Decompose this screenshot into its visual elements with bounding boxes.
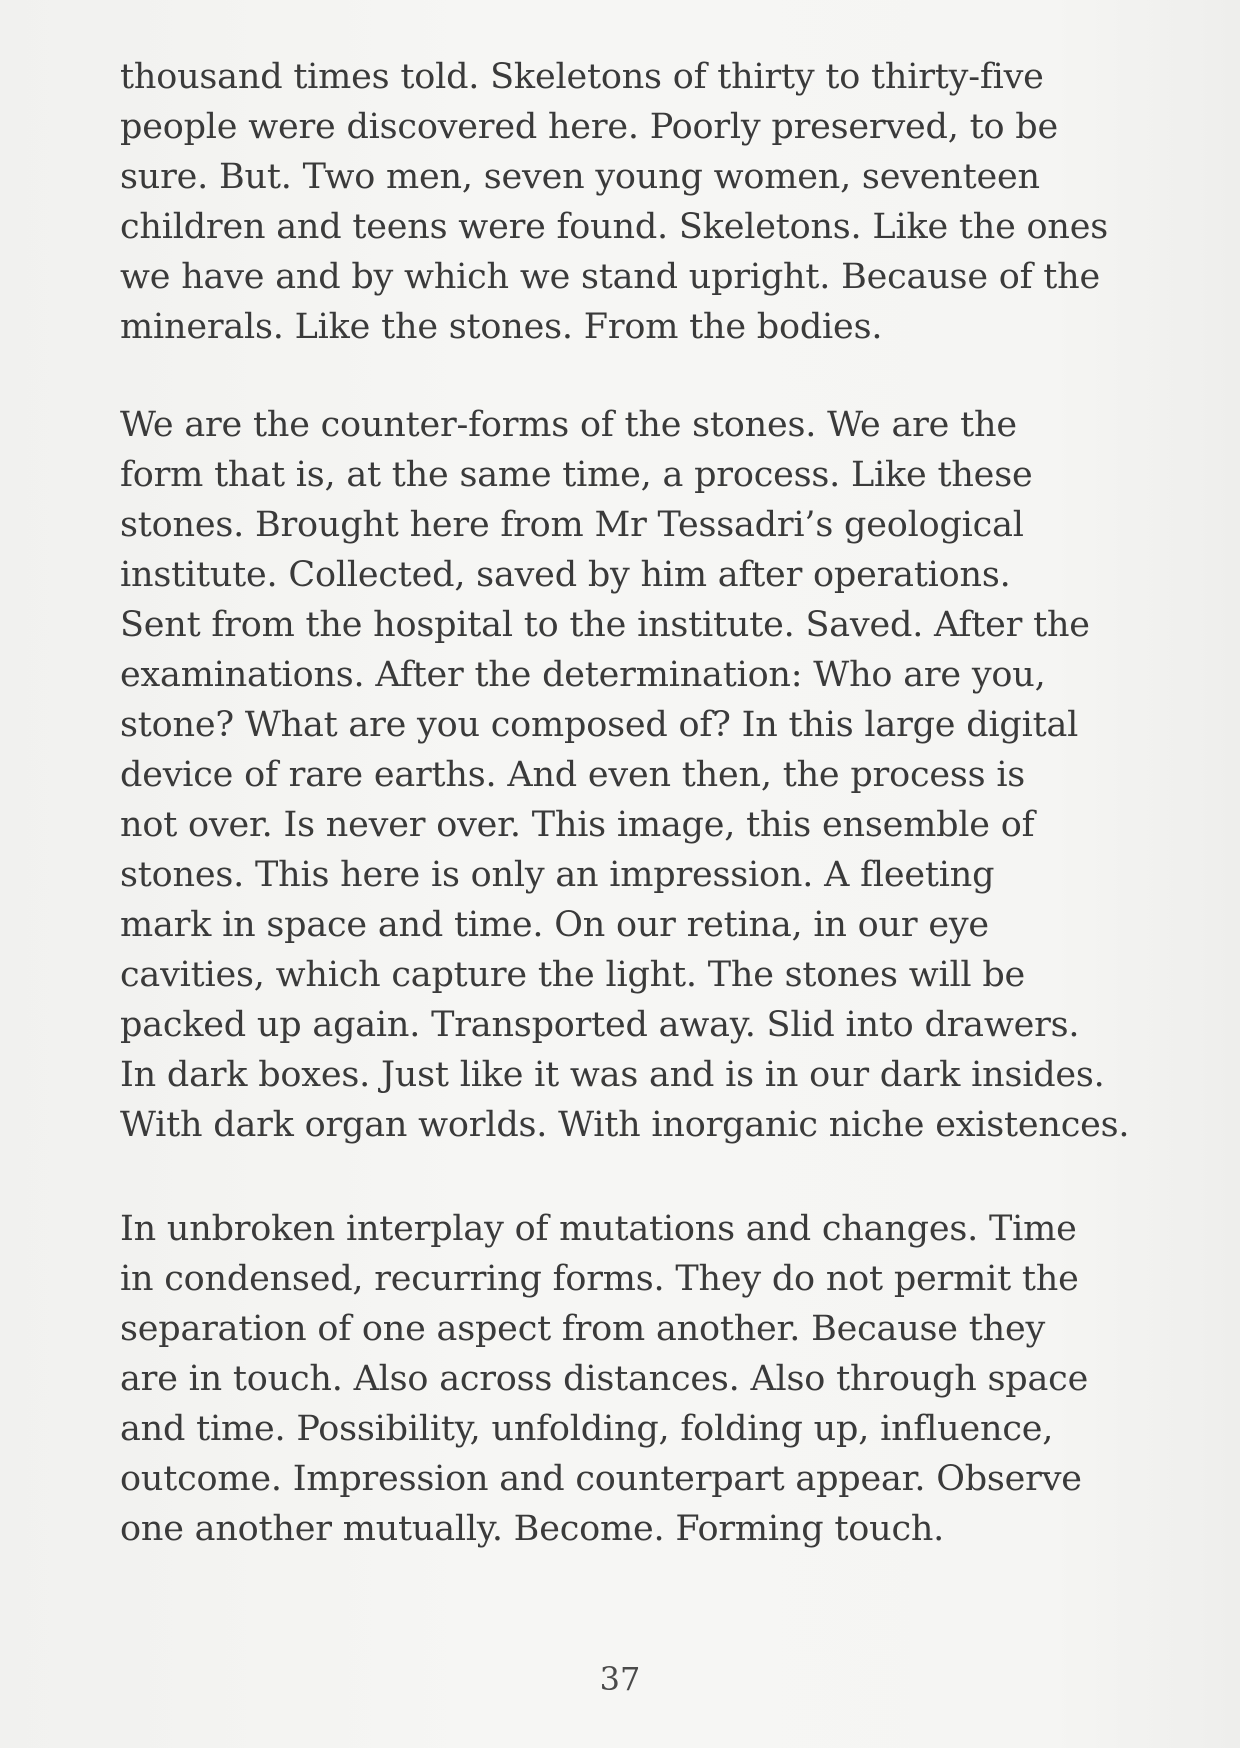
text-line: one another mutually. Become. Forming touch. [120, 1509, 945, 1549]
text-line: separation of one aspect from another. Because they [120, 1309, 1046, 1349]
text-line: children and teens were found. Skeletons. Like the ones [120, 207, 1109, 247]
text-line: are in touch. Also across distances. Also through space [120, 1359, 1089, 1399]
text-line: form that is, at the same time, a process. Like these [120, 455, 1033, 495]
text-line: minerals. Like the stones. From the bodies. [120, 307, 883, 347]
paragraph-3 [120, 1204, 1160, 1554]
text-line: people were discovered here. Poorly preserved, to be [120, 107, 1058, 147]
text-line: cavities, which capture the light. The stones will be [120, 955, 1026, 995]
text-line: sure. But. Two men, seven young women, seventeen [120, 157, 1040, 197]
text-line: In dark boxes. Just like it was and is in our dark insides. [120, 1055, 1105, 1095]
text-line: and time. Possibility, unfolding, folding up, influence, [120, 1409, 1054, 1449]
text-line: stones. This here is only an impression. A fleeting [120, 855, 995, 895]
text-line: stone? What are you composed of? In this large digital [120, 705, 1079, 745]
text-line: In unbroken interplay of mutations and changes. Time [120, 1209, 1077, 1249]
text-line: examinations. After the determination: Who are you, [120, 655, 1046, 695]
paragraph-1 [120, 52, 1160, 352]
text-line: Sent from the hospital to the institute. Saved. After the [120, 605, 1090, 645]
text-line: outcome. Impression and counterpart appear. Observe [120, 1459, 1082, 1499]
text-line: not over. Is never over. This image, this ensemble of [120, 805, 1035, 845]
page-number: 37 [599, 1660, 641, 1698]
text-line: With dark organ worlds. With inorganic niche existences. [120, 1105, 1130, 1145]
text-line: device of rare earths. And even then, the process is [120, 755, 1026, 795]
text-line: mark in space and time. On our retina, in our eye [120, 905, 989, 945]
text-line: thousand times told. Skeletons of thirty to thirty-five [120, 57, 1044, 97]
text-line: packed up again. Transported away. Slid into drawers. [120, 1005, 1080, 1045]
text-line: institute. Collected, saved by him after operations. [120, 555, 1011, 595]
text-line: in condensed, recurring forms. They do not permit the [120, 1259, 1079, 1299]
text-line: stones. Brought here from Mr Tessadri’s geological [120, 505, 1024, 545]
text-line: We are the counter-forms of the stones. We are the [120, 405, 1017, 445]
text-line: we have and by which we stand upright. Because of the [120, 257, 1101, 297]
paragraph-2 [120, 400, 1160, 1150]
